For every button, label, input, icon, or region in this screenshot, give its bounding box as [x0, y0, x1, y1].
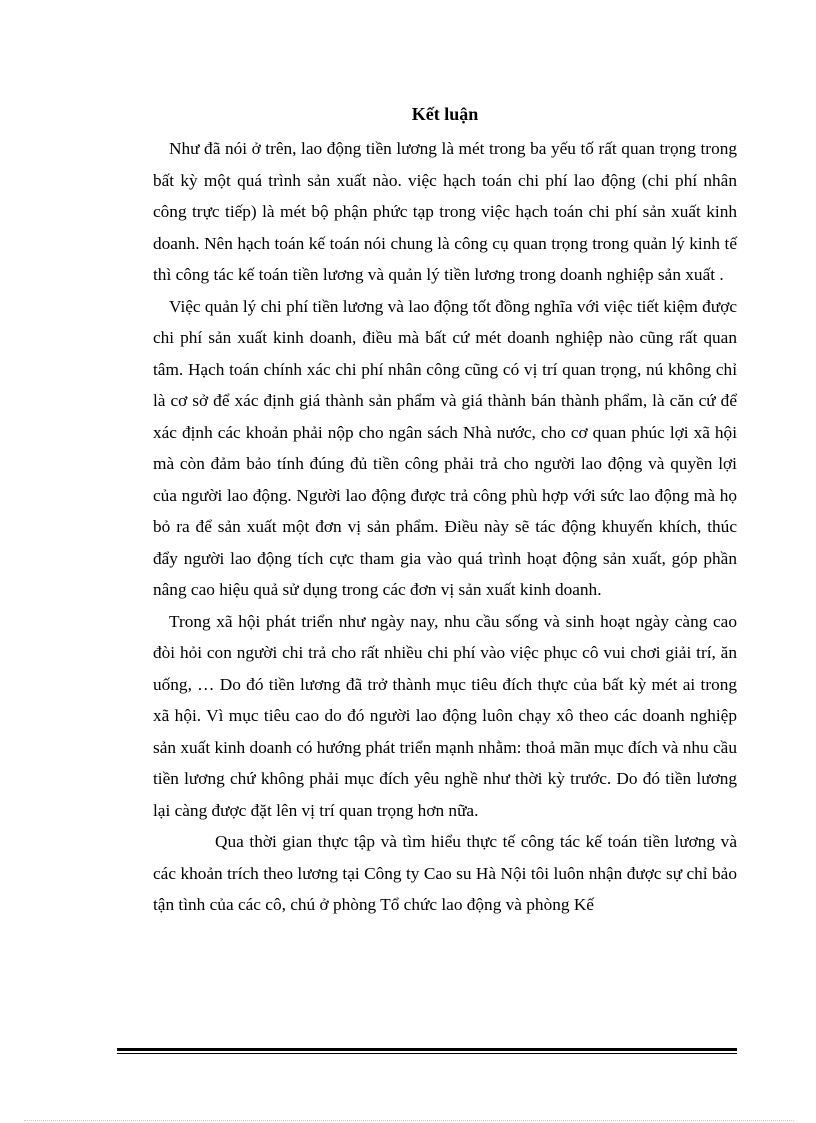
page-bottom-edge	[24, 1120, 794, 1121]
paragraph-4: Qua thời gian thực tập và tìm hiểu thực tế công tác kế toán tiền lương và các khoản trích theo lương tại Công ty Cao su Hà Nội tôi luôn nhận được sự chỉ bảo tận tình của các cô, chú ở phòng Tổ chức lao động và phòng Kế	[153, 832, 737, 914]
paragraph-1: Như đã nói ở trên, lao động tiền lương là mét trong ba yếu tố rất quan trọng trong bất kỳ một quá trình sản xuất nào. việc hạch toán chi phí lao động (chi phí nhân công trực tiếp) là mét bộ phận phức tạp trong việc hạch toán chi phí sản xuất kinh doanh. Nên hạch toán kế toán nói chung là công cụ quan trọng trong quản lý kinh tế thì công tác kế toán tiền lương và quản lý tiền lương trong doanh nghiệp sản xuất .	[153, 139, 737, 284]
footer-divider	[117, 1048, 737, 1051]
page-title: Kết luận	[411, 104, 479, 124]
document-body	[153, 103, 737, 921]
paragraph-2: Việc quản lý chi phí tiền lương và lao động tốt đồng nghĩa với việc tiết kiệm được chi phí sản xuất kinh doanh, điều mà bất cứ mét doanh nghiệp nào cũng rất quan tâm. Hạch toán chính xác chi phí nhân công cũng có vị trí quan trọng, nú không chỉ là cơ sở để xác định giá thành sản phẩm và giá thành bán thành phẩm, là căn cứ để xác định các khoản phải nộp cho ngân sách Nhà nước, cho cơ quan phúc lợi xã hội mà còn đảm bảo tính đúng đủ tiền công phải trả cho người lao động và quyền lợi của người lao động. Người lao động được trả công phù hợp với sức lao động mà họ bỏ ra để sản xuất một đơn vị sản phẩm. Điều này sẽ tác động khuyến khích, thúc đẩy người lao động tích cực tham gia vào quá trình hoạt động sản xuất, góp phần nâng cao hiệu quả sử dụng trong các đơn vị sản xuất kinh doanh.	[153, 296, 737, 599]
paragraph-3: Trong xã hội phát triển như ngày nay, nhu cầu sống và sinh hoạt ngày càng cao đòi hỏi con người chi trả cho rất nhiều chi phí vào việc phục cô vui chơi giải trí, ăn uống, … Do đó tiền lương đã trở thành mục tiêu đích thực của bất kỳ mét ai trong xã hội. Vì mục tiêu cao do đó người lao động luôn chạy xô theo các doanh nghiệp sản xuất kinh doanh có hướng phát triển mạnh nhằm: thoả mãn mục đích và nhu cầu tiền lương chứ không phải mục đích yêu nghề như thời kỳ trước. Do đó tiền lương lại càng được đặt lên vị trí quan trọng hơn nữa.	[153, 611, 737, 820]
